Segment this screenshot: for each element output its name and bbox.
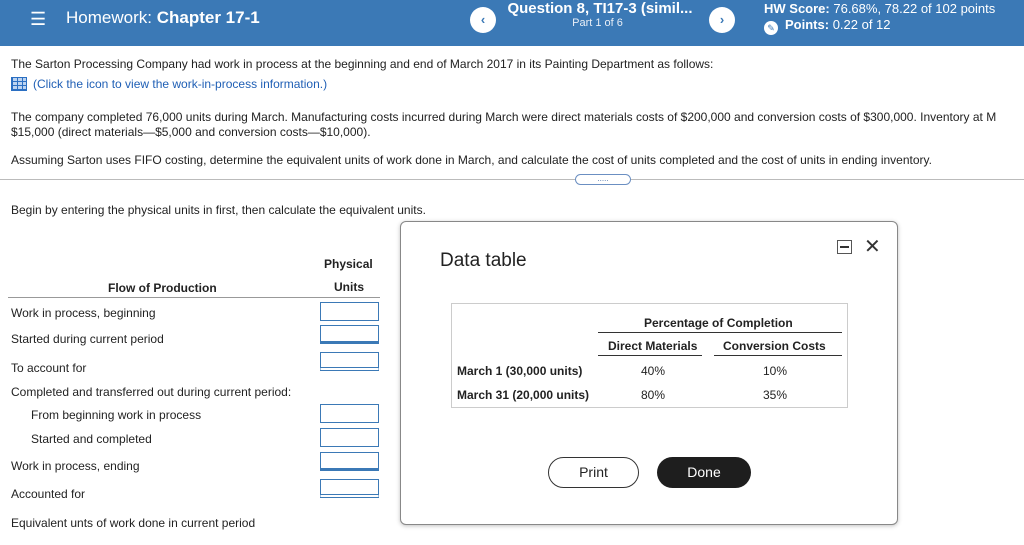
close-icon[interactable]: ✕ (864, 236, 881, 258)
partial-credit-icon: ✎ (764, 21, 778, 35)
percentage-of-completion-header: Percentage of Completion (644, 316, 793, 330)
col-flow-of-production: Flow of Production (108, 281, 217, 295)
homework-title (66, 8, 260, 28)
problem-costs-line1: The company completed 76,000 units during March. Manufacturing costs incurred during March were direct materials costs of $200,000 and conversion costs of $300,000. Inventory at M (11, 110, 997, 124)
march-31-dm: 80% (641, 388, 666, 402)
row-label-started: Started during current period (11, 332, 164, 346)
input-from-beginning-wip[interactable] (320, 404, 379, 423)
input-accounted-for[interactable] (320, 479, 379, 498)
points-value: 0.22 of 12 (832, 17, 891, 32)
expand-more-button[interactable]: ..... (575, 174, 631, 185)
header-rule (8, 297, 380, 298)
hw-score-label: HW Score: (764, 1, 830, 16)
row-label-wip-ending: Work in process, ending (11, 459, 140, 473)
col-conversion-costs: Conversion Costs (723, 339, 826, 353)
row-label-accounted-for: Accounted for (11, 487, 86, 501)
group-header-rule (598, 332, 842, 333)
question-part: Part 1 of 6 (572, 17, 623, 29)
previous-question-button[interactable] (470, 7, 496, 33)
info-link-text[interactable]: (Click the icon to view the work-in-process information.) (33, 77, 328, 91)
problem-intro: The Sarton Processing Company had work in process at the beginning and end of March 2017 in its Painting Department as follows: (11, 57, 714, 71)
row-label-from-beginning-wip: From beginning work in process (31, 408, 202, 422)
done-button[interactable]: Done (657, 457, 751, 488)
points (764, 17, 891, 35)
input-started-and-completed[interactable] (320, 428, 379, 447)
row-label-equivalent-units: Equivalent unts of work done in current period (11, 516, 256, 530)
section-divider (0, 179, 1024, 180)
data-table-dialog (400, 221, 898, 525)
col-physical: Physical (324, 257, 373, 271)
chevron-right-icon: › (719, 12, 725, 27)
col-units: Units (334, 280, 364, 294)
problem-costs-line2: $15,000 (direct materials—$5,000 and conversion costs—$10,000). (11, 125, 371, 139)
col-dm-rule (598, 355, 702, 356)
work-in-process-info-link[interactable] (11, 77, 327, 91)
row-label-started-and-completed: Started and completed (31, 432, 152, 446)
col-direct-materials: Direct Materials (608, 339, 698, 353)
row-label-to-account-for: To account for (11, 361, 87, 375)
chevron-left-icon: ‹ (480, 12, 486, 27)
question-title: Question 8, TI17-3 (simil... (507, 0, 693, 17)
row-label-march-1: March 1 (30,000 units) (457, 364, 583, 378)
march-1-cc: 10% (763, 364, 788, 378)
input-to-account-for[interactable] (320, 352, 379, 371)
hw-score (764, 1, 995, 16)
homework-prefix: Homework: (66, 8, 152, 27)
problem-task: Assuming Sarton uses FIFO costing, determine the equivalent units of work done in March, and calculate the cost of units completed and the cost of units in ending inventory. (11, 153, 932, 167)
march-1-dm: 40% (641, 364, 666, 378)
input-wip-ending[interactable] (320, 452, 379, 471)
row-label-wip-beginning: Work in process, beginning (11, 306, 156, 320)
input-wip-beginning[interactable] (320, 302, 379, 321)
hw-score-value: 76.68%, 78.22 of 102 points (833, 1, 996, 16)
table-icon[interactable] (11, 77, 27, 91)
next-question-button[interactable] (709, 7, 735, 33)
row-label-march-31: March 31 (20,000 units) (457, 388, 590, 402)
print-button[interactable]: Print (548, 457, 639, 488)
worksheet-instruction: Begin by entering the physical units in first, then calculate the equivalent units. (11, 203, 426, 217)
minimize-icon[interactable] (837, 240, 852, 254)
col-cc-rule (714, 355, 842, 356)
homework-chapter: Chapter 17-1 (156, 8, 260, 27)
points-label: Points: (785, 17, 830, 32)
header-bar (0, 0, 1024, 46)
input-started[interactable] (320, 325, 379, 344)
completion-table (451, 303, 848, 408)
march-31-cc: 35% (763, 388, 788, 402)
dialog-title: Data table (440, 250, 527, 271)
row-label-completed-transferred: Completed and transferred out during current period: (11, 385, 292, 399)
hamburger-menu-icon[interactable]: ☰ (30, 9, 47, 29)
